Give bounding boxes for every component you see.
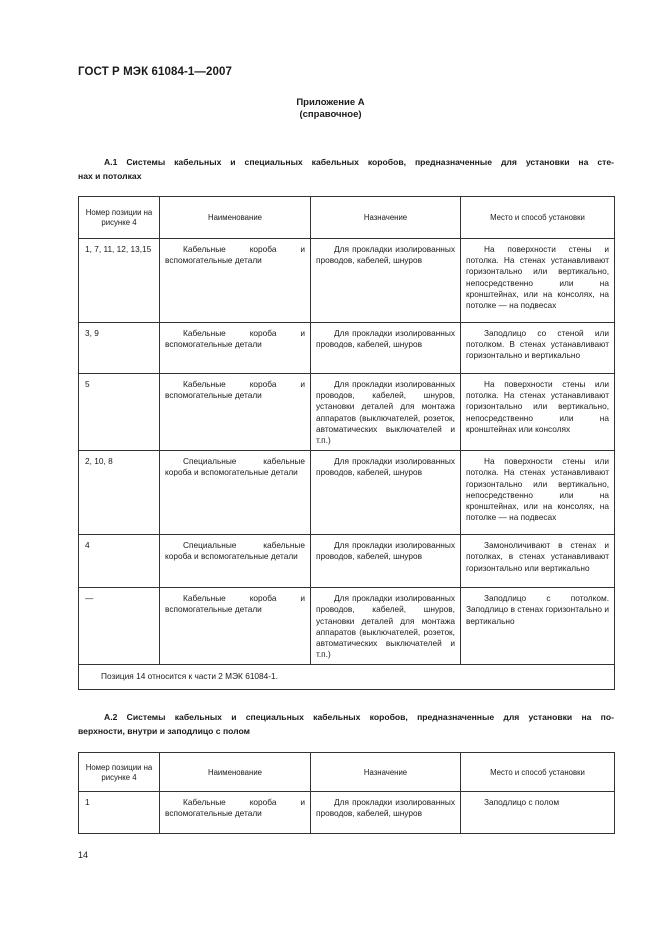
table-row	[79, 588, 615, 665]
table-row	[79, 323, 615, 374]
cell-place	[461, 239, 615, 323]
cell-num: 3, 9	[79, 323, 160, 374]
section-a2-title-line2: верхности, внутри и заподлицо с полом	[78, 726, 251, 736]
column-header-name: Наименование	[160, 753, 311, 792]
section-a2-title	[78, 710, 614, 738]
cell-name-text: Кабельные короба и вспомогательные детали	[165, 593, 305, 615]
page-number: 14	[78, 850, 89, 860]
cell-num: 1, 7, 11, 12, 13,15	[79, 239, 160, 323]
cell-purpose	[311, 535, 461, 588]
cell-place-text: Заподлицо со стеной или потолком. В стенах устанавливают горизонтально и вертикально	[466, 328, 609, 361]
cell-place-text: Заподлицо с потолком. Заподлицо в стенах горизонтально и вертикально	[466, 593, 609, 626]
document-code: ГОСТ Р МЭК 61084-1—2007	[78, 66, 232, 78]
cell-place	[461, 374, 615, 451]
column-header-place: Место и способ установки	[461, 753, 615, 792]
table-row	[79, 239, 615, 323]
cell-place-text: На поверхности стены или потолка. На стенах устанавливают горизонтально или вертикально, непосредственно или на кронштейнах или консолях	[466, 379, 609, 434]
annex-heading	[0, 97, 661, 121]
cell-name-text: Специальные кабельные короба и вспомогательные детали	[165, 456, 305, 478]
annex-subtitle: (справочное)	[299, 109, 362, 120]
cell-num: 1	[79, 792, 160, 834]
cell-purpose-text: Для прокладки изолированных проводов, кабелей, шнуров, установки деталей для монтажа аппаратов (выключателей, розеток, автоматических выключателей и т.п.)	[316, 379, 455, 446]
cell-purpose-text: Для прокладки изолированных проводов, кабелей, шнуров	[316, 797, 455, 819]
table-row	[79, 535, 615, 588]
cell-purpose-text: Для прокладки изолированных проводов, кабелей, шнуров	[316, 328, 455, 350]
table-row	[79, 451, 615, 535]
cell-place	[461, 323, 615, 374]
cell-purpose	[311, 374, 461, 451]
table-a1	[78, 196, 615, 690]
column-header-purpose: Назначение	[311, 753, 461, 792]
cell-purpose	[311, 323, 461, 374]
column-header-place: Место и способ установки	[461, 197, 615, 239]
cell-place-text: На поверхности стены и потолка. На стенах устанавливают горизонтально или вертикально, непосредственно или на кронштейнах, или на консолях, на потолке — на подвесах	[466, 244, 609, 311]
cell-name	[160, 588, 311, 665]
table-row	[79, 792, 615, 834]
cell-name	[160, 239, 311, 323]
table-note: Позиция 14 относится к части 2 МЭК 61084-1.	[79, 665, 615, 689]
cell-name	[160, 374, 311, 451]
table-a1-header-row	[79, 197, 615, 239]
cell-purpose-text: Для прокладки изолированных проводов, кабелей, шнуров, установки деталей для монтажа аппаратов (выключателей, розеток, автоматических выключателей и т.п.)	[316, 593, 455, 660]
cell-purpose	[311, 792, 461, 834]
section-a2-title-line1: А.2 Системы кабельных и специальных кабельных коробов, предназначенные для установки на по-	[104, 712, 614, 722]
cell-name-text: Специальные кабельные короба и вспомогательные детали	[165, 540, 305, 562]
cell-place	[461, 451, 615, 535]
cell-place	[461, 588, 615, 665]
table-row	[79, 374, 615, 451]
column-header-num: Номер позиции на рисунке 4	[79, 753, 160, 792]
cell-name	[160, 451, 311, 535]
section-a1-title-line1: А.1 Системы кабельных и специальных кабельных коробов, предназначенные для установки на сте-	[104, 157, 614, 167]
cell-purpose	[311, 239, 461, 323]
section-a1-title	[78, 155, 614, 183]
cell-place-text: Замоноличивают в стенах и потолках, в стенах устанавливают горизонтально или вертикально	[466, 540, 609, 573]
cell-name	[160, 323, 311, 374]
cell-purpose-text: Для прокладки изолированных проводов, кабелей, шнуров	[316, 540, 455, 562]
cell-purpose	[311, 451, 461, 535]
cell-name	[160, 792, 311, 834]
section-a1-title-line2: нах и потолках	[78, 171, 142, 181]
annex-title: Приложение А	[296, 97, 365, 108]
cell-name-text: Кабельные короба и вспомогательные детали	[165, 797, 305, 819]
cell-name-text: Кабельные короба и вспомогательные детали	[165, 379, 305, 401]
table-a2	[78, 752, 615, 834]
cell-name-text: Кабельные короба и вспомогательные детали	[165, 328, 305, 350]
cell-place-text: На поверхности стены или потолка. На стенах устанавливают горизонтально или вертикально, непосредственно или на кронштейнах, или на консолях, на потолке — на подвесах	[466, 456, 609, 523]
cell-num: 4	[79, 535, 160, 588]
cell-name-text: Кабельные короба и вспомогательные детали	[165, 244, 305, 266]
cell-place	[461, 535, 615, 588]
cell-purpose	[311, 588, 461, 665]
cell-purpose-text: Для прокладки изолированных проводов, кабелей, шнуров	[316, 244, 455, 266]
table-note-row	[79, 665, 615, 689]
cell-num: 5	[79, 374, 160, 451]
column-header-name: Наименование	[160, 197, 311, 239]
cell-place	[461, 792, 615, 834]
cell-num: —	[79, 588, 160, 665]
cell-name	[160, 535, 311, 588]
table-a2-header-row	[79, 753, 615, 792]
column-header-purpose: Назначение	[311, 197, 461, 239]
cell-place-text: Заподлицо с полом	[484, 797, 560, 807]
column-header-num: Номер позиции на рисунке 4	[79, 197, 160, 239]
cell-num: 2, 10, 8	[79, 451, 160, 535]
cell-purpose-text: Для прокладки изолированных проводов, кабелей, шнуров	[316, 456, 455, 478]
